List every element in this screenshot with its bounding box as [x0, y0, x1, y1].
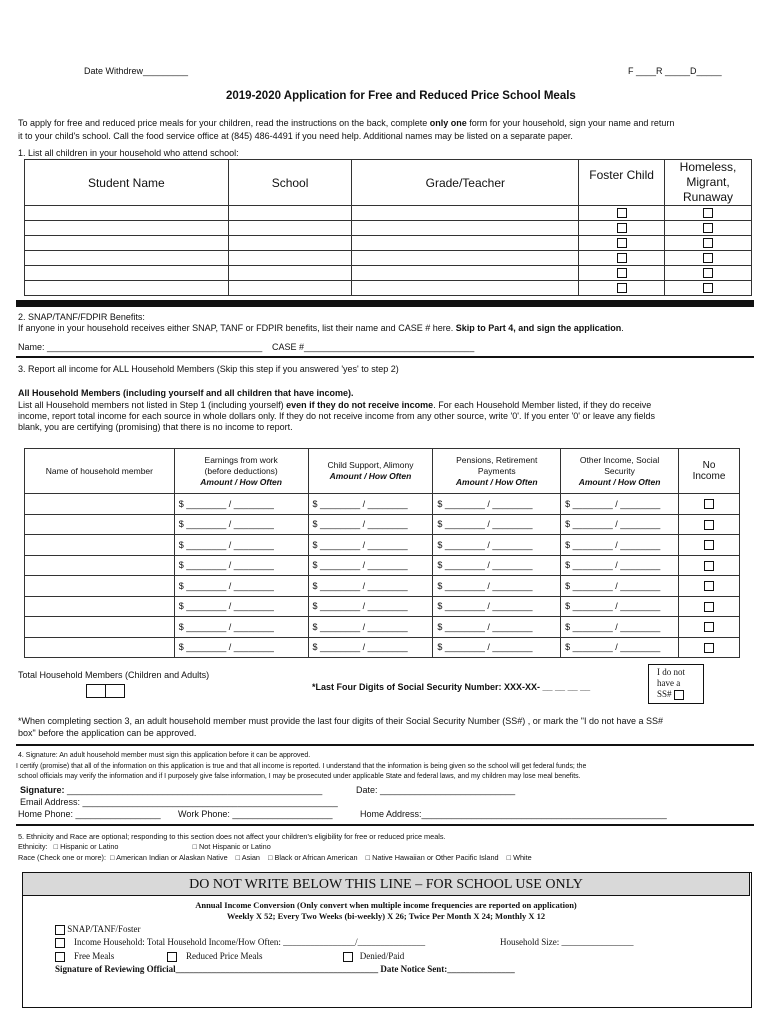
income-amount-cell[interactable]: $ ________ / ________: [433, 494, 561, 515]
income-amount-cell[interactable]: $ ________ / ________: [561, 596, 679, 617]
child-cell[interactable]: [352, 221, 579, 236]
income-amount-cell[interactable]: $ ________ / ________: [308, 617, 433, 638]
income-household-row[interactable]: Income Household: Total Household Income/How Often: ________________/_______________: [55, 937, 425, 948]
no-income-checkbox[interactable]: [704, 499, 714, 509]
child-cell[interactable]: [25, 266, 229, 281]
col-member-name: Name of household member: [25, 449, 175, 494]
col-child-support: Child Support, Alimony Amount / How Often: [308, 449, 433, 494]
race-option-black[interactable]: □ Black or African American: [268, 853, 358, 862]
no-income-checkbox[interactable]: [704, 581, 714, 591]
income-amount-cell[interactable]: $ ________ / ________: [433, 514, 561, 535]
member-name-cell[interactable]: [25, 555, 175, 576]
income-amount-cell[interactable]: $ ________ / ________: [433, 555, 561, 576]
ethnicity-row: Ethnicity: □ Hispanic or Latino □ Not Hispanic or Latino: [18, 842, 271, 851]
homeless-checkbox[interactable]: [703, 268, 713, 278]
income-amount-cell[interactable]: $ ________ / ________: [433, 535, 561, 556]
homeless-cell: [665, 221, 752, 236]
no-income-checkbox[interactable]: [704, 520, 714, 530]
section-divider-3: [16, 744, 754, 746]
no-ssn-checkbox[interactable]: [674, 690, 684, 700]
snap-checkbox[interactable]: [55, 925, 65, 935]
step4-label: 4. Signature: An adult household member must sign this application before it can be approved.: [18, 752, 311, 759]
child-cell[interactable]: [352, 251, 579, 266]
income-amount-cell[interactable]: $ ________ / ________: [561, 535, 679, 556]
step3-para-line1: List all Household members not listed in Step 1 (including yourself) even if they do not receive income. For each Household Member listed, if they do receive: [18, 400, 652, 410]
child-cell[interactable]: [25, 206, 229, 221]
income-table: [24, 448, 740, 658]
date-withdrew: Date Withdrew_________: [84, 66, 189, 76]
frd-code: F ____R _____D_____: [628, 66, 722, 76]
no-income-checkbox[interactable]: [704, 643, 714, 653]
col-student-name: Student Name: [25, 160, 229, 206]
no-ssn-box: I do not have a SS#: [648, 664, 704, 704]
no-income-checkbox[interactable]: [704, 561, 714, 571]
homeless-checkbox[interactable]: [703, 238, 713, 248]
no-income-cell: [679, 596, 740, 617]
foster-child-checkbox[interactable]: [617, 223, 627, 233]
child-cell[interactable]: [228, 251, 352, 266]
snap-checkbox-row[interactable]: SNAP/TANF/Foster: [55, 924, 141, 935]
income-amount-cell[interactable]: $ ________ / ________: [561, 494, 679, 515]
race-option-white[interactable]: □ White: [506, 853, 532, 862]
col-grade-teacher: Grade/Teacher: [352, 160, 579, 206]
certification-line2: school officials may verify the information and if I purposely give false information, I may be prosecuted under applicable State and federal laws, and my children may lose meal benefits.: [18, 773, 581, 780]
child-cell[interactable]: [25, 236, 229, 251]
income-amount-cell[interactable]: $ ________ / ________: [308, 637, 433, 658]
ethnicity-option-not-hispanic[interactable]: □ Not Hispanic or Latino: [192, 842, 271, 851]
denied-row[interactable]: Denied/Paid: [343, 951, 404, 962]
race-row: Race (Check one or more): □ American Indian or Alaskan Native □ Asian □ Black or African American □ Native Hawaiian or Other Pacific Island □ White: [18, 853, 532, 862]
homeless-checkbox[interactable]: [703, 253, 713, 263]
child-row: [25, 221, 752, 236]
income-household-checkbox[interactable]: [55, 938, 65, 948]
child-cell[interactable]: [228, 266, 352, 281]
income-amount-cell[interactable]: $ ________ / ________: [308, 576, 433, 597]
work-phone-field[interactable]: Work Phone: ____________________: [178, 809, 333, 819]
homeless-cell: [665, 236, 752, 251]
email-field[interactable]: Email Address: ___________________________________________________: [20, 797, 338, 807]
foster-cell: [579, 221, 665, 236]
foster-cell: [579, 266, 665, 281]
income-row: [25, 514, 740, 535]
homeless-cell: [665, 206, 752, 221]
date-field[interactable]: Date: ___________________________: [356, 785, 516, 795]
member-name-cell[interactable]: [25, 617, 175, 638]
no-income-cell: [679, 535, 740, 556]
child-row: [25, 281, 752, 296]
foster-cell: [579, 206, 665, 221]
income-row: [25, 555, 740, 576]
child-row: [25, 251, 752, 266]
income-amount-cell[interactable]: $ ________ / ________: [561, 576, 679, 597]
income-row: [25, 576, 740, 597]
no-income-checkbox[interactable]: [704, 602, 714, 612]
member-name-cell[interactable]: [25, 637, 175, 658]
income-amount-cell[interactable]: $ ________ / ________: [308, 535, 433, 556]
intro-text-line1: To apply for free and reduced price meals for your children, read the instructions on the back, complete only one form for your household, sign your name and return: [18, 118, 675, 128]
income-row: [25, 535, 740, 556]
step3-para-line2: income, report total income for each source in whole dollars only. If they do not receive income from any other source, write '0'. If you enter '0' or leave any fields: [18, 411, 656, 421]
income-amount-cell[interactable]: $ ________ / ________: [174, 494, 308, 515]
child-cell[interactable]: [352, 206, 579, 221]
step3-para-line3: blank, you are certifying (promising) that there is no income to report.: [18, 422, 293, 432]
snap-name-field[interactable]: Name: ___________________________________________: [18, 342, 263, 352]
section-divider-1: [16, 300, 754, 307]
certification-line1: I certify (promise) that all of the information on this application is true and that all income is reported. I understand that the information is being given so the school will get federal funds; the: [16, 763, 587, 770]
foster-cell: [579, 236, 665, 251]
reduced-meals-row[interactable]: Reduced Price Meals: [167, 951, 262, 962]
income-amount-cell[interactable]: $ ________ / ________: [174, 576, 308, 597]
child-row: [25, 236, 752, 251]
income-amount-cell[interactable]: $ ________ / ________: [174, 535, 308, 556]
foster-child-checkbox[interactable]: [617, 253, 627, 263]
section-divider-2: [16, 356, 754, 358]
race-option-american-indian[interactable]: □ American Indian or Alaskan Native: [110, 853, 228, 862]
reduced-meals-checkbox[interactable]: [167, 952, 177, 962]
race-option-asian[interactable]: □ Asian: [235, 853, 260, 862]
child-cell[interactable]: [228, 281, 352, 296]
step1-label: 1. List all children in your household who attend school:: [18, 148, 239, 158]
step3-label: 3. Report all income for ALL Household Members (Skip this step if you answered 'yes' to step 2): [18, 364, 399, 374]
income-amount-cell[interactable]: $ ________ / ________: [433, 617, 561, 638]
child-cell[interactable]: [25, 221, 229, 236]
section-divider-4: [16, 824, 754, 826]
child-cell[interactable]: [352, 236, 579, 251]
no-income-checkbox[interactable]: [704, 540, 714, 550]
col-foster-child: Foster Child: [579, 160, 665, 206]
col-homeless: Homeless, Migrant, Runaway: [665, 160, 752, 206]
homeless-cell: [665, 281, 752, 296]
member-name-cell[interactable]: [25, 596, 175, 617]
home-phone-field[interactable]: Home Phone: _________________: [18, 809, 161, 819]
homeless-cell: [665, 251, 752, 266]
children-table: [24, 159, 752, 296]
ssn-label: *Last Four Digits of Social Security Number: XXX-XX- __ __ __ __: [312, 682, 591, 692]
income-amount-cell[interactable]: $ ________ / ________: [433, 637, 561, 658]
ssn-note-line2: box" before the application can be approved.: [18, 728, 197, 738]
intro-text-line2: it to your child's school. Call the food service office at (845) 486-4491 if you need help. Additional names may be listed on a separate paper.: [18, 131, 573, 141]
no-income-cell: [679, 555, 740, 576]
foster-cell: [579, 281, 665, 296]
foster-child-checkbox[interactable]: [617, 268, 627, 278]
income-amount-cell[interactable]: $ ________ / ________: [174, 555, 308, 576]
income-amount-cell[interactable]: $ ________ / ________: [433, 576, 561, 597]
ethnicity-option-hispanic[interactable]: □ Hispanic or Latino: [53, 842, 119, 851]
member-name-cell[interactable]: [25, 494, 175, 515]
foster-cell: [579, 251, 665, 266]
reviewer-signature[interactable]: Signature of Reviewing Official_____________________________________________ Date Notice Sent:_______________: [55, 964, 515, 974]
income-row: [25, 494, 740, 515]
no-income-checkbox[interactable]: [704, 622, 714, 632]
income-amount-cell[interactable]: $ ________ / ________: [561, 555, 679, 576]
free-meals-row[interactable]: Free Meals: [55, 951, 114, 962]
homeless-cell: [665, 266, 752, 281]
child-cell[interactable]: [228, 221, 352, 236]
step3-members-heading: All Household Members (including yourself and all children that have income).: [18, 388, 354, 398]
race-option-pacific-islander[interactable]: □ Native Hawaiian or Other Pacific Island: [365, 853, 499, 862]
member-name-cell[interactable]: [25, 576, 175, 597]
no-income-cell: [679, 617, 740, 638]
no-income-cell: [679, 494, 740, 515]
income-row: [25, 637, 740, 658]
ssn-note-line1: *When completing section 3, an adult household member must provide the last four digits of their Social Security Number (SS#) , or mark the "I do not have a SS#: [18, 716, 664, 726]
no-income-cell: [679, 576, 740, 597]
home-address-field[interactable]: Home Address:_________________________________________________: [360, 809, 667, 819]
child-cell[interactable]: [25, 251, 229, 266]
child-cell[interactable]: [352, 281, 579, 296]
income-amount-cell[interactable]: $ ________ / ________: [308, 555, 433, 576]
conversion-rates: Weekly X 52; Every Two Weeks (bi-weekly) X 26; Twice Per Month X 24; Monthly X 12: [226, 911, 546, 921]
no-income-cell: [679, 637, 740, 658]
step2-text: If anyone in your household receives either SNAP, TANF or FDPIR benefits, list their name and CASE # here. Skip to Part 4, and sign the application.: [18, 323, 624, 333]
step5-label: 5. Ethnicity and Race are optional; responding to this section does not affect your children's eligibility for free or reduced price meals.: [18, 832, 446, 841]
signature-field[interactable]: Signature: ___________________________________________________: [20, 785, 323, 795]
member-name-cell[interactable]: [25, 514, 175, 535]
page-title: 2019-2020 Application for Free and Reduced Price School Meals: [226, 90, 576, 102]
household-size-field[interactable]: Household Size: ________________: [500, 937, 634, 947]
homeless-checkbox[interactable]: [703, 283, 713, 293]
income-amount-cell[interactable]: $ ________ / ________: [308, 514, 433, 535]
income-amount-cell[interactable]: $ ________ / ________: [174, 596, 308, 617]
total-members-input[interactable]: [86, 684, 125, 700]
child-cell[interactable]: [228, 206, 352, 221]
income-amount-cell[interactable]: $ ________ / ________: [561, 637, 679, 658]
income-amount-cell[interactable]: $ ________ / ________: [561, 617, 679, 638]
case-number-field[interactable]: CASE #__________________________________: [272, 342, 475, 352]
homeless-checkbox[interactable]: [703, 208, 713, 218]
child-cell[interactable]: [228, 236, 352, 251]
col-school: School: [228, 160, 352, 206]
member-name-cell[interactable]: [25, 535, 175, 556]
total-members-label: Total Household Members (Children and Adults): [18, 670, 210, 680]
no-income-cell: [679, 514, 740, 535]
child-cell[interactable]: [352, 266, 579, 281]
col-other-income: Other Income, Social Security Amount / How Often: [561, 449, 679, 494]
income-amount-cell[interactable]: $ ________ / ________: [174, 637, 308, 658]
income-row: [25, 596, 740, 617]
step2-label: 2. SNAP/TANF/FDPIR Benefits:: [18, 312, 145, 322]
conversion-title: Annual Income Conversion (Only convert when multiple income frequencies are reported on application): [195, 900, 577, 910]
col-pensions: Pensions, Retirement Payments Amount / How Often: [433, 449, 561, 494]
child-row: [25, 206, 752, 221]
school-use-banner: DO NOT WRITE BELOW THIS LINE – FOR SCHOOL USE ONLY: [22, 872, 750, 896]
income-amount-cell[interactable]: $ ________ / ________: [561, 514, 679, 535]
foster-child-checkbox[interactable]: [617, 283, 627, 293]
income-amount-cell[interactable]: $ ________ / ________: [308, 596, 433, 617]
free-meals-checkbox[interactable]: [55, 952, 65, 962]
income-amount-cell[interactable]: $ ________ / ________: [433, 596, 561, 617]
income-amount-cell[interactable]: $ ________ / ________: [174, 514, 308, 535]
foster-child-checkbox[interactable]: [617, 208, 627, 218]
child-cell[interactable]: [25, 281, 229, 296]
homeless-checkbox[interactable]: [703, 223, 713, 233]
foster-child-checkbox[interactable]: [617, 238, 627, 248]
col-no-income: No Income: [679, 449, 740, 494]
denied-checkbox[interactable]: [343, 952, 353, 962]
income-amount-cell[interactable]: $ ________ / ________: [174, 617, 308, 638]
income-amount-cell[interactable]: $ ________ / ________: [308, 494, 433, 515]
col-earnings: Earnings from work (before deductions) Amount / How Often: [174, 449, 308, 494]
child-row: [25, 266, 752, 281]
income-row: [25, 617, 740, 638]
